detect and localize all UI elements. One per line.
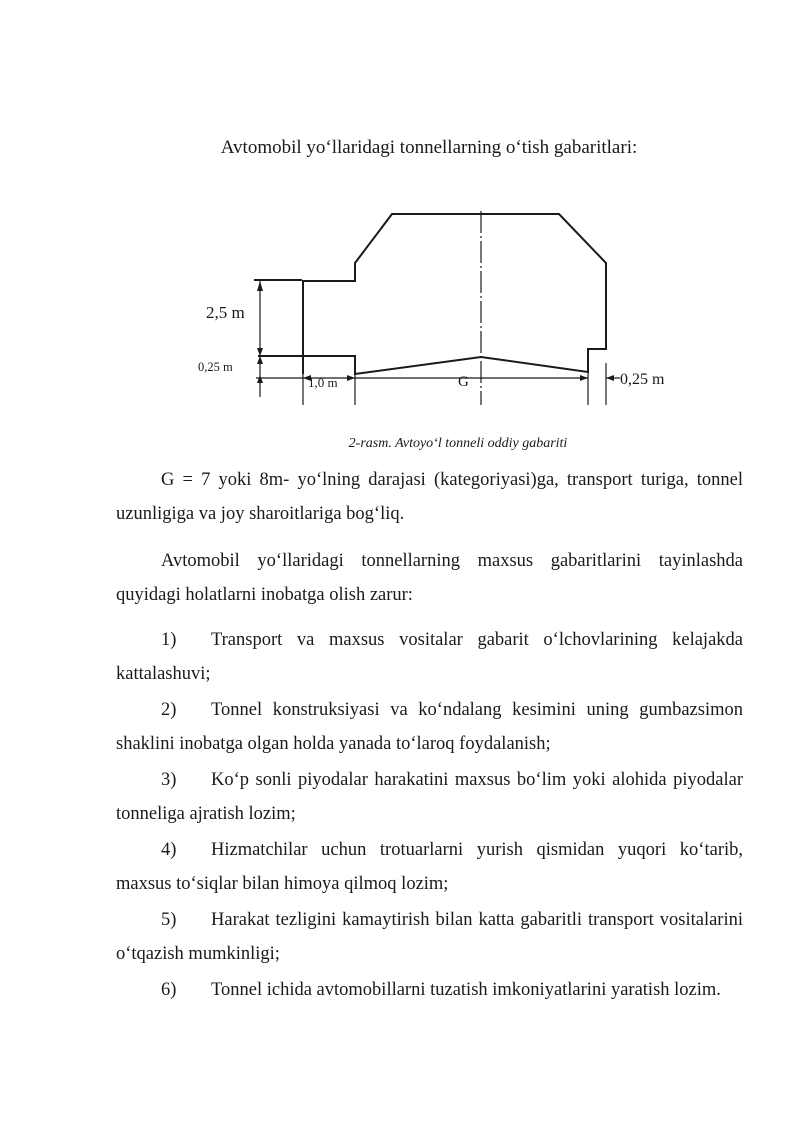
list-item-text: Ko‘p sonli piyodalar harakatini maxsus bo‘lim yoki alohida piyodalar tonneliga ajratish lozim; <box>116 770 743 824</box>
arrow-offset-left <box>606 375 614 381</box>
label-g: G <box>458 374 469 390</box>
paragraph-text: Avtomobil yo‘llaridagi tonnellarning maxsus gabaritlarini tayinlashda quyidagi holatlarni inobatga olish zarur: <box>116 551 743 605</box>
paragraph-2 <box>116 544 743 612</box>
tunnel-clearance-diagram <box>190 205 690 410</box>
list-item-number: 3) <box>161 770 177 790</box>
list-item <box>116 973 743 1007</box>
tunnel-clearance-figure <box>190 205 690 410</box>
list-item-text: Harakat tezligini kamaytirish bilan katta gabaritli transport vositalarini o‘tqazish mumkinligi; <box>116 910 743 964</box>
label-walkway-width: 1,0 m <box>308 375 338 390</box>
arrow-bottom <box>257 375 263 383</box>
list-item-number: 6) <box>161 980 177 1000</box>
list-item <box>116 623 743 691</box>
figure-caption: 2-rasm. Avtoyo‘l tonneli oddiy gabariti <box>348 436 568 451</box>
section-heading: Avtomobil yo‘llaridagi tonnellarning o‘tish gabaritlari: <box>220 137 638 158</box>
list-item-number: 1) <box>161 630 177 650</box>
requirements-list <box>116 623 743 1009</box>
list-item <box>116 833 743 901</box>
list-item-number: 2) <box>161 700 177 720</box>
list-item <box>116 903 743 971</box>
list-item <box>116 693 743 761</box>
label-right-offset: 0,25 m <box>620 371 665 388</box>
list-item-text: Transport va maxsus vositalar gabarit o‘lchovlarining kelajakda kattalashuvi; <box>116 630 743 684</box>
arrow-walkway-right <box>347 375 355 381</box>
label-height-main: 2,5 m <box>206 303 245 322</box>
list-item-text: Tonnel konstruksiyasi va ko‘ndalang kesimini uning gumbazsimon shaklini inobatga olgan holda yanada to‘laroq foydalanish; <box>116 700 743 754</box>
clearance-outline <box>258 214 606 374</box>
arrow-up <box>257 281 263 291</box>
arrow-g-right <box>580 375 588 381</box>
list-item-number: 5) <box>161 910 177 930</box>
list-item-number: 4) <box>161 840 177 860</box>
list-item-text: Tonnel ichida avtomobillarni tuzatish imkoniyatlarini yaratish lozim. <box>211 980 721 1000</box>
list-item <box>116 763 743 831</box>
label-height-curb: 0,25 m <box>198 360 233 374</box>
paragraph-text: G = 7 yoki 8m- yo‘lning darajasi (kategoriyasi)ga, transport turiga, tonnel uzunligiga va joy sharoitlariga bog‘liq. <box>116 470 743 524</box>
arrow-mid-up <box>257 348 263 356</box>
arrow-mid-down <box>257 356 263 364</box>
list-item-text: Hizmatchilar uchun trotuarlarni yurish qismidan yuqori ko‘tarib, maxsus to‘siqlar bilan himoya qilmoq lozim; <box>116 840 743 894</box>
paragraph-1 <box>116 463 743 531</box>
